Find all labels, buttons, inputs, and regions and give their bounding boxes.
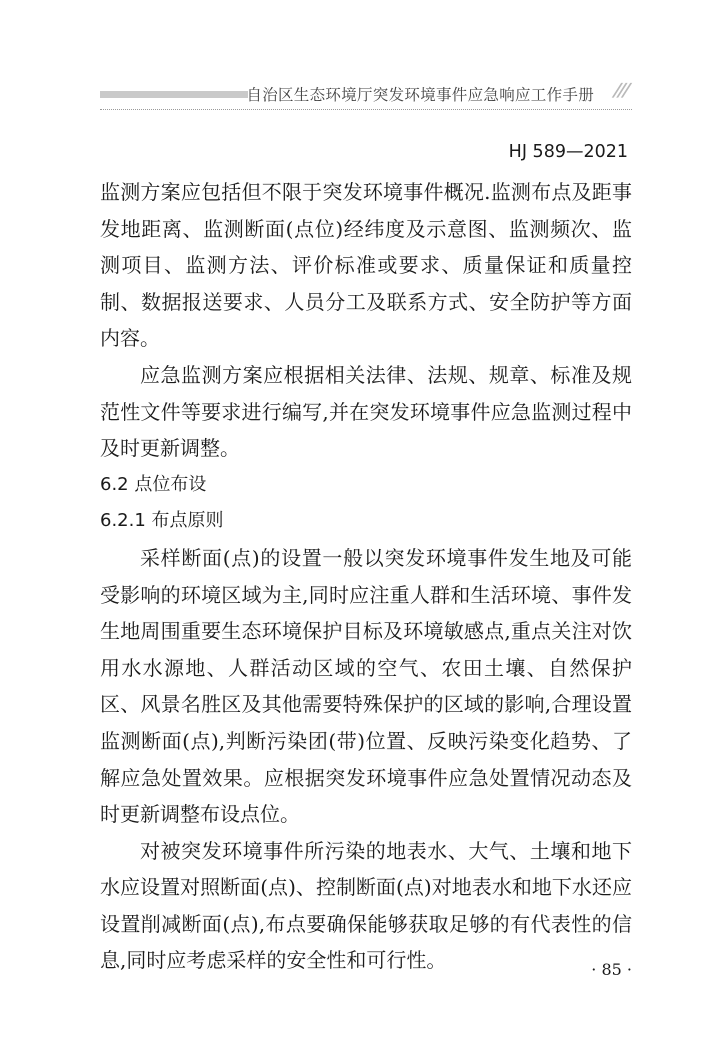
header-decor-bar bbox=[100, 91, 248, 98]
running-header bbox=[100, 78, 632, 112]
subsection-heading: 6.2.1 布点原则 bbox=[100, 510, 224, 532]
header-slash-decor: /// bbox=[610, 80, 632, 101]
paragraph-sampling-sections: 采样断面(点)的设置一般以突发环境事件发生地及可能受影响的环境区域为主,同时应注重人群和生活环境、事件发生地周围重要生态环境保护目标及环境敏感点,重点关注对饮用水水源地、人群活动区域的空气、农田土壤、自然保护区、风景名胜区及其他需要特殊保护的区域的影响,合理设置监测断面(点),判断污染团(带)位置、反映污染变化趋势、了解应急处置效果。应根据突发环境事件应急处置情况动态及时更新调整布设点位。 bbox=[100, 545, 632, 827]
page-number: · 85 · bbox=[591, 960, 632, 979]
section-heading: 6.2 点位布设 bbox=[100, 473, 207, 495]
paragraph-plan-compilation: 应急监测方案应根据相关法律、法规、规章、标准及规范性文件等要求进行编写,并在突发环境事件应急监测过程中及时更新调整。 bbox=[100, 362, 632, 461]
standard-code: HJ 589—2021 bbox=[508, 142, 628, 162]
paragraph-monitoring-plan-content: 监测方案应包括但不限于突发环境事件概况.监测布点及距事发地距离、监测断面(点位)经纬度及示意图、监测频次、监测项目、监测方法、评价标准或要求、质量保证和质量控制、数据报送要求、人员分工及联系方式、安全防护等方面内容。 bbox=[100, 180, 632, 351]
header-title: 自治区生态环境厅突发环境事件应急响应工作手册 bbox=[246, 86, 594, 104]
paragraph-control-sections: 对被突发环境事件所污染的地表水、大气、土壤和地下水应设置对照断面(点)、控制断面(点)对地表水和地下水还应设置削减断面(点),布点要确保能够获取足够的有代表性的信息,同时应考虑采样的安全性和可行性。 bbox=[100, 838, 632, 973]
body-content bbox=[100, 174, 632, 979]
header-dotted-rule bbox=[100, 109, 632, 110]
